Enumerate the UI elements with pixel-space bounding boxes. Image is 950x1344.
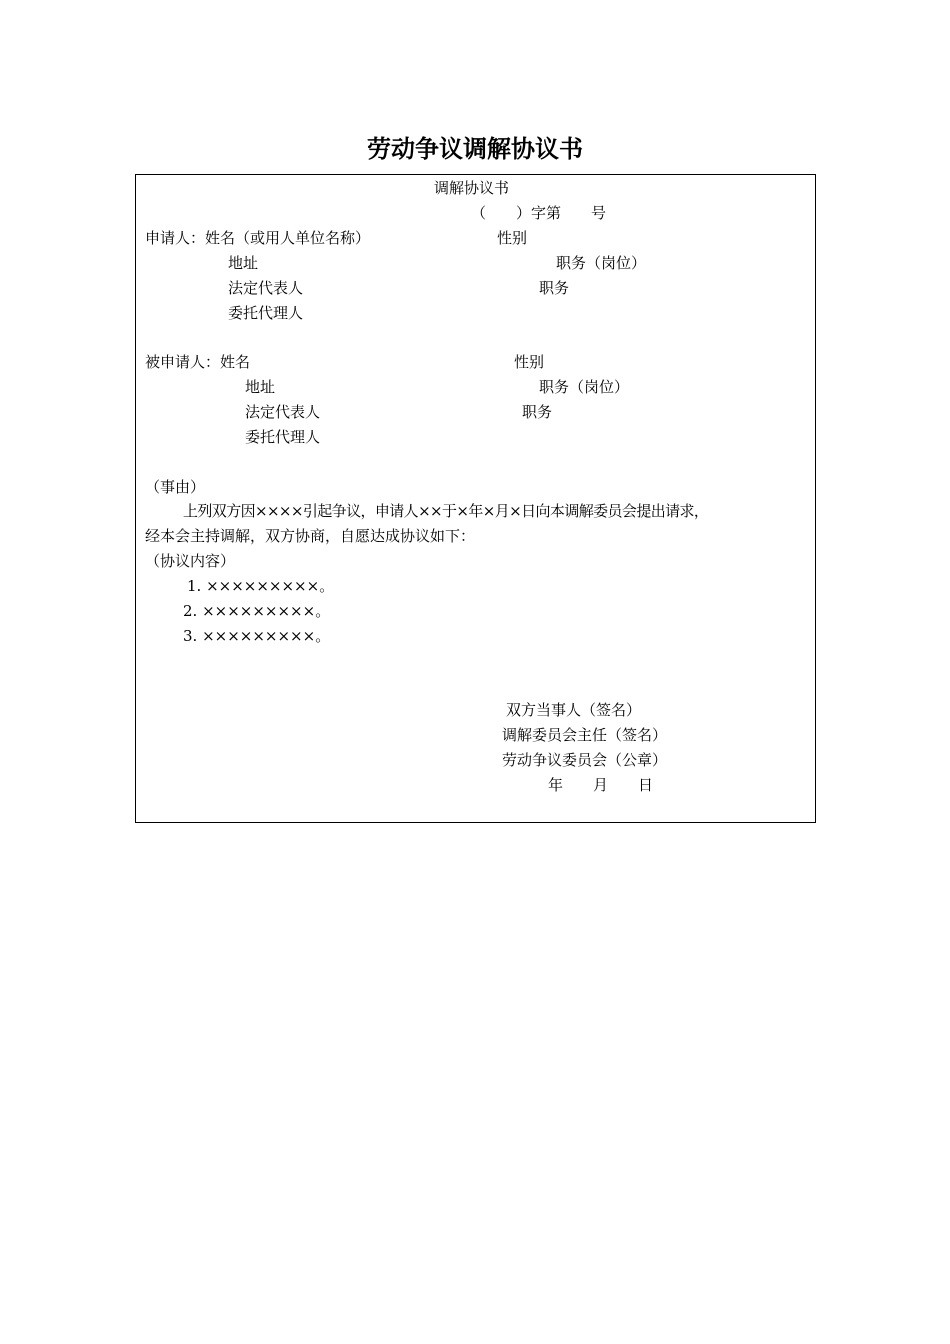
agreement-form-frame — [135, 174, 816, 823]
agreement-item-2: 2. ×××××××××。 — [183, 602, 331, 620]
document-title: 劳动争议调解协议书 — [367, 134, 583, 163]
respondent-gender-label: 性别 — [514, 353, 545, 371]
reason-text-line-2: 经本会主持调解，双方协商，自愿达成协议如下： — [145, 527, 476, 545]
agreement-item-1: 1. ×××××××××。 — [187, 577, 335, 595]
reason-heading: （事由） — [145, 478, 206, 496]
parties-signature-label: 双方当事人（签名） — [506, 701, 642, 719]
agreement-heading: （协议内容） — [145, 552, 236, 570]
document-number-line: （ ）字第 号 — [471, 204, 607, 222]
agreement-item-3: 3. ×××××××××。 — [183, 627, 331, 645]
committee-seal-label: 劳动争议委员会（公章） — [502, 751, 668, 769]
respondent-position-post-label: 职务（岗位） — [539, 378, 630, 396]
form-subtitle: 调解协议书 — [434, 179, 510, 197]
respondent-address-label: 地址 — [245, 378, 276, 396]
applicant-name-label: 申请人：姓名（或用人单位名称） — [145, 229, 371, 247]
respondent-legal-rep-label: 法定代表人 — [245, 403, 321, 421]
applicant-position-post-label: 职务（岗位） — [556, 254, 647, 272]
respondent-position-label: 职务 — [522, 403, 553, 421]
signature-date-label: 年 月 日 — [548, 776, 654, 794]
committee-chair-signature-label: 调解委员会主任（签名） — [502, 726, 668, 744]
respondent-agent-label: 委托代理人 — [245, 428, 321, 446]
applicant-legal-rep-label: 法定代表人 — [228, 279, 304, 297]
applicant-position-label: 职务 — [539, 279, 570, 297]
applicant-gender-label: 性别 — [497, 229, 528, 247]
applicant-agent-label: 委托代理人 — [228, 304, 304, 322]
respondent-name-label: 被申请人：姓名 — [145, 353, 251, 371]
applicant-address-label: 地址 — [228, 254, 259, 272]
reason-text-line-1: 上列双方因××××引起争议，申请人××于×年×月×日向本调解委员会提出请求， — [183, 502, 709, 520]
